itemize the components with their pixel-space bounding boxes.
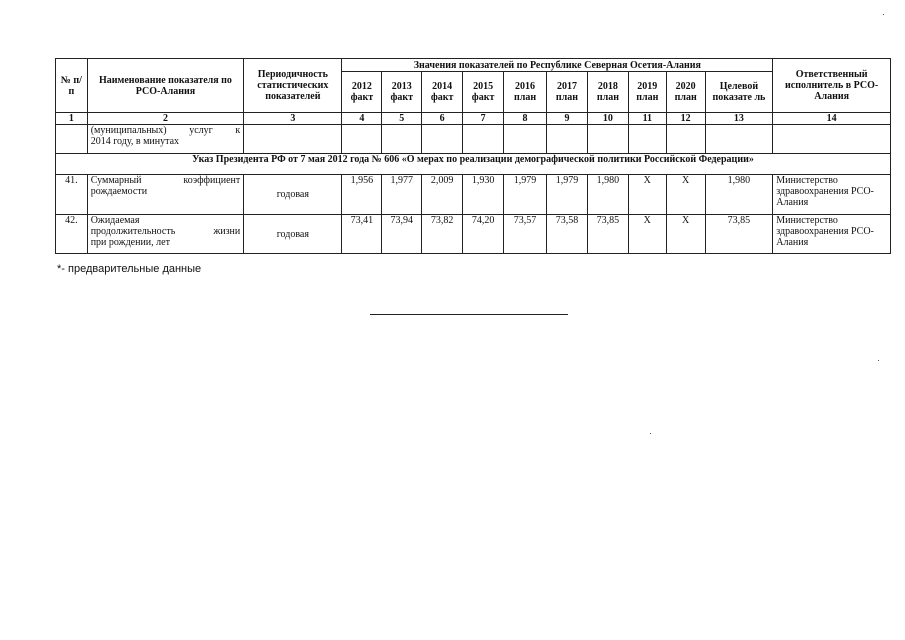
row-number: 42. [56,215,88,254]
value-cell: 1,977 [382,175,422,215]
value-cell: X [666,175,705,215]
header-row [56,59,891,72]
value-cell: 2,009 [422,175,463,215]
column-number: 8 [504,113,547,125]
value-cell: X [628,175,666,215]
header-year: 2013 факт [382,72,422,113]
header-year: 2016 план [504,72,547,113]
value-cell: 73,58 [547,215,588,254]
value-cell: 73,41 [342,215,382,254]
scan-speck [883,14,884,15]
column-number: 1 [56,113,88,125]
header-year: 2018 план [587,72,628,113]
responsible-executor: Министерство здравоохранения РСО-Алания [773,175,891,215]
target-value: 1,980 [705,175,773,215]
indicator-name: Ожидаемая продолжительность жизни при рождении, лет [87,215,244,254]
section-row [56,154,891,175]
column-number: 12 [666,113,705,125]
scan-speck [878,360,879,361]
table-row [56,175,891,215]
value-cell: X [666,215,705,254]
column-number: 7 [463,113,504,125]
header-year: 2017 план [547,72,588,113]
value-cell: 1,979 [504,175,547,215]
column-number: 9 [547,113,588,125]
value-cell: 1,956 [342,175,382,215]
value-cell: 1,930 [463,175,504,215]
responsible-executor: Министерство здравоохранения РСО-Алания [773,215,891,254]
value-cell: 73,94 [382,215,422,254]
value-cell: 73,82 [422,215,463,254]
value-cell: 74,20 [463,215,504,254]
value-cell: 1,979 [547,175,588,215]
header-num: № п/п [56,59,88,113]
footnote: *- предварительные данные [57,263,202,275]
column-number: 4 [342,113,382,125]
indicator-period: годовая [244,175,342,215]
continuation-text: (муниципальных) услуг к 2014 году, в минутах [87,125,244,154]
header-target: Целевой показате ль [705,72,773,113]
value-cell: 1,980 [587,175,628,215]
indicator-period: годовая [244,215,342,254]
continuation-row [56,125,891,154]
column-number: 2 [87,113,244,125]
scan-speck [650,433,651,434]
indicators-table [55,58,891,254]
column-number: 6 [422,113,463,125]
column-number: 11 [628,113,666,125]
column-number: 14 [773,113,891,125]
header-year: 2020 план [666,72,705,113]
header-values-group: Значения показателей по Республике Северная Осетия-Алания [342,59,773,72]
target-value: 73,85 [705,215,773,254]
header-year: 2015 факт [463,72,504,113]
header-year: 2019 план [628,72,666,113]
indicator-name: Суммарный коэффициент рождаемости [87,175,244,215]
table-row [56,215,891,254]
row-number: 41. [56,175,88,215]
column-number: 13 [705,113,773,125]
value-cell: X [628,215,666,254]
section-title: Указ Президента РФ от 7 мая 2012 года № 606 «О мерах по реализации демографической политики Российской Федерации» [56,154,891,175]
column-number: 3 [244,113,342,125]
header-period: Периодичность статистических показателей [244,59,342,113]
column-number: 10 [587,113,628,125]
column-numbers-row [56,113,891,125]
value-cell: 73,85 [587,215,628,254]
separator-line [370,314,568,315]
header-responsible: Ответственный исполнитель в РСО-Алания [773,59,891,113]
header-year: 2012 факт [342,72,382,113]
value-cell: 73,57 [504,215,547,254]
column-number: 5 [382,113,422,125]
header-name: Наименование показателя по РСО-Алания [87,59,244,113]
header-year: 2014 факт [422,72,463,113]
